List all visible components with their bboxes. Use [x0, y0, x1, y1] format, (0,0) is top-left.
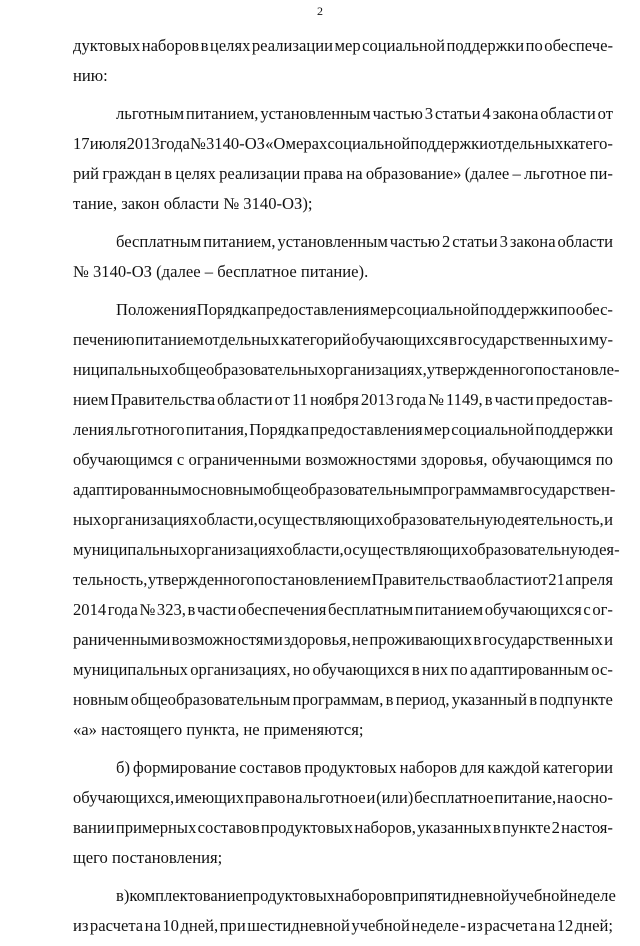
text-line: Положения Порядка предоставления мер социальной поддержки по обес-	[116, 300, 613, 319]
text-line: 2014 года № 323, в части обеспечения бесплатным питанием обучающихся с ог-	[73, 600, 613, 619]
text-line: адаптированным основным общеобразовательным программам в государствен-	[73, 480, 616, 499]
text-line: дуктовых наборов в целях реализации мер социальной поддержки по обеспече-	[73, 36, 613, 55]
text-line: льготным питанием, установленным частью 3 статьи 4 закона области от	[116, 104, 613, 123]
text-line: ниципальных общеобразовательных организациях, утвержденного постановле-	[73, 360, 620, 379]
text-line: тание, закон области № 3140-ОЗ);	[73, 194, 313, 213]
text-line: муниципальных организациях области, осуществляющих образовательную дея-	[73, 540, 620, 559]
page-number: 2	[317, 4, 323, 18]
document-body	[73, 36, 620, 946]
text-line: 17 июля 2013 года № 3140-ОЗ «О мерах социальной поддержки отдельных катего-	[73, 134, 613, 153]
text-line: нию:	[73, 66, 108, 85]
text-line: новным общеобразовательным программам, в период, указанный в подпункте	[73, 690, 613, 709]
text-line: обучающихся, имеющих право на льготное и (или) бесплатное питание, на осно-	[73, 788, 613, 807]
text-line: обучающимся с ограниченными возможностями здоровья, обучающимся по	[73, 450, 613, 469]
text-line: муниципальных организациях, но обучающихся в них по адаптированным ос-	[73, 660, 613, 679]
text-line: вании примерных составов продуктовых наборов, указанных в пункте 2 настоя-	[73, 818, 613, 837]
text-line: нием Правительства области от 11 ноября 2013 года № 1149, в части предостав-	[73, 390, 613, 409]
text-line: рий граждан в целях реализации права на образование» (далее – льготное пи-	[73, 164, 613, 183]
text-line: ных организациях области, осуществляющих образовательную деятельность, и	[73, 510, 613, 529]
text-line: № 3140-ОЗ (далее – бесплатное питание).	[73, 262, 369, 281]
text-line: из расчета на 10 дней, при шестидневной учебной неделе - из расчета на 12 дней;	[73, 916, 613, 935]
text-line: раниченными возможностями здоровья, не проживающих в государственных и	[73, 630, 613, 649]
text-line: тельность, утвержденного постановлением Правительства области от 21 апреля	[73, 570, 613, 589]
text-line: щего постановления;	[73, 848, 223, 867]
text-line: ления льготного питания, Порядка предоставления мер социальной поддержки	[73, 420, 613, 439]
text-line: в) комплектование продуктовых наборов при пятидневной учебной неделе	[116, 886, 616, 905]
text-line: бесплатным питанием, установленным частью 2 статьи 3 закона области	[116, 232, 613, 251]
text-line: печению питанием отдельных категорий обучающихся в государственных и му-	[73, 330, 613, 349]
text-line: «а» настоящего пункта, не применяются;	[73, 720, 364, 739]
text-line: б) формирование составов продуктовых наборов для каждой категории	[116, 758, 613, 777]
